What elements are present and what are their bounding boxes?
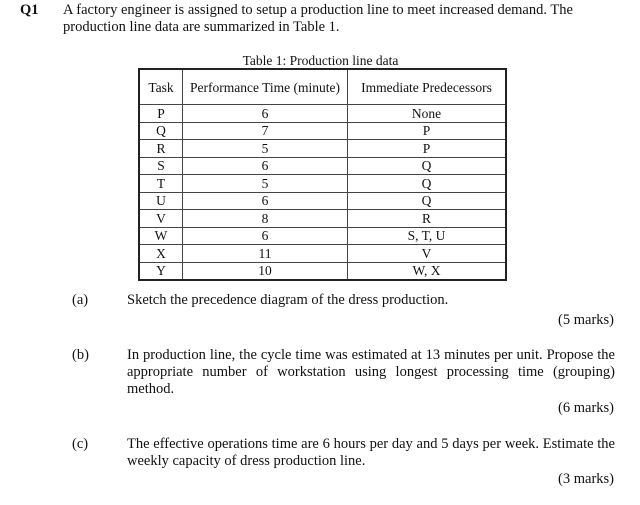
table-row — [139, 105, 506, 123]
table-row — [139, 262, 506, 280]
part-b-marks: (6 marks) — [558, 400, 614, 416]
cell-task: S — [139, 157, 183, 175]
table-row — [139, 210, 506, 228]
cell-task: V — [139, 210, 183, 228]
question-intro: A factory engineer is assigned to setup a production line to meet increased demand. The production line data are summarized in Table 1. — [63, 2, 573, 35]
part-c-text: The effective operations time are 6 hours per day and 5 days per week. Estimate the weekly capacity of dress production line. — [127, 436, 615, 469]
cell-task: Y — [139, 262, 183, 280]
part-b-label: (b) — [72, 347, 89, 363]
part-a-text: Sketch the precedence diagram of the dress production. — [127, 292, 449, 308]
cell-time: 6 — [183, 157, 348, 175]
cell-task: Q — [139, 122, 183, 140]
cell-predecessors: S, T, U — [348, 227, 507, 245]
cell-predecessors: P — [348, 140, 507, 158]
table-row — [139, 192, 506, 210]
cell-task: W — [139, 227, 183, 245]
cell-task: P — [139, 105, 183, 123]
cell-time: 10 — [183, 262, 348, 280]
table-row — [139, 175, 506, 193]
part-c-marks: (3 marks) — [558, 471, 614, 487]
cell-predecessors: P — [348, 122, 507, 140]
question-number: Q1 — [20, 2, 39, 18]
cell-time: 8 — [183, 210, 348, 228]
part-a-marks: (5 marks) — [558, 312, 614, 328]
cell-time: 6 — [183, 192, 348, 210]
table-caption: Table 1: Production line data — [242, 53, 399, 68]
part-b-text: In production line, the cycle time was estimated at 13 minutes per unit. Propose the appropriate number of workstation using longest processing time (grouping) method. — [127, 347, 615, 397]
part-c-label: (c) — [72, 436, 89, 452]
cell-time: 5 — [183, 140, 348, 158]
header-task: Task — [139, 69, 183, 105]
table-header-row — [139, 69, 506, 105]
table-row — [139, 227, 506, 245]
cell-time: 7 — [183, 122, 348, 140]
table-row — [139, 122, 506, 140]
table-row — [139, 245, 506, 263]
table-row — [139, 140, 506, 158]
header-predecessors: Immediate Predecessors — [348, 69, 507, 105]
cell-task: U — [139, 192, 183, 210]
production-line-table — [138, 68, 507, 281]
cell-predecessors: W, X — [348, 262, 507, 280]
cell-task: R — [139, 140, 183, 158]
cell-predecessors: Q — [348, 175, 507, 193]
cell-predecessors: Q — [348, 157, 507, 175]
table-row — [139, 157, 506, 175]
cell-predecessors: None — [348, 105, 507, 123]
header-performance-time: Performance Time (minute) — [183, 69, 348, 105]
cell-task: T — [139, 175, 183, 193]
cell-time: 6 — [183, 227, 348, 245]
cell-time: 11 — [183, 245, 348, 263]
part-a-label: (a) — [72, 292, 89, 308]
cell-task: X — [139, 245, 183, 263]
cell-predecessors: V — [348, 245, 507, 263]
cell-time: 6 — [183, 105, 348, 123]
cell-time: 5 — [183, 175, 348, 193]
cell-predecessors: R — [348, 210, 507, 228]
cell-predecessors: Q — [348, 192, 507, 210]
